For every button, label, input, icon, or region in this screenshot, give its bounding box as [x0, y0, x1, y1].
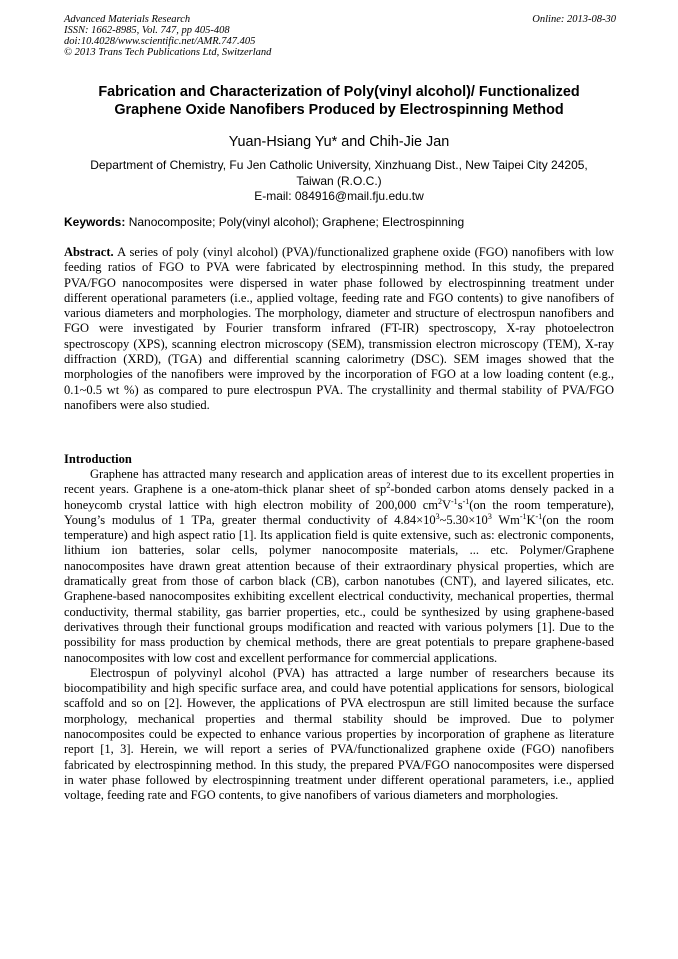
- keywords-label: Keywords:: [64, 215, 126, 229]
- paper-title: [54, 83, 624, 119]
- intro-p1-text-a: Graphene has attracted many research and application areas of interest due to its excellent properties in recent years. Graphene is a one-atom-thick planar sheet of sp: [64, 467, 614, 497]
- superscript: 2: [386, 481, 391, 491]
- intro-p1-text-h: K: [526, 512, 536, 527]
- superscript: -1: [451, 496, 458, 506]
- title-line-1: Fabrication and Characterization of Poly(vinyl alcohol)/ Functionalized: [98, 84, 580, 100]
- superscript: -1: [462, 496, 470, 506]
- intro-paragraph-1: [64, 467, 614, 666]
- journal-name: Advanced Materials Research: [64, 14, 191, 25]
- author-email: E-mail: 084916@mail.fju.edu.tw: [254, 189, 424, 203]
- keywords-text: Nanocomposite; Poly(vinyl alcohol); Graphene; Electrospinning: [128, 215, 465, 229]
- affiliation-line-2: Taiwan (R.O.C.): [296, 173, 382, 188]
- intro-p1-text-c: V: [441, 497, 452, 512]
- superscript: 3: [487, 511, 492, 521]
- affiliation: [70, 158, 608, 205]
- abstract-text: A series of poly (vinyl alcohol) (PVA)/functionalized graphene oxide (FGO) nanofibers with low feeding ratios of FGO to PVA were fabricated by electrospinning method. In this study, the prepared PVA/FGO nanocomposites were dispersed in water phase followed by electrospinning treatment under different operational parameters (i.e., applied voltage, feeding rate and FGO contents) to give nanofibers of various diameters and morphologies. The morphology, diameter and structure of electrospun nanofibers and FGO were investigated by Fourier transform infrared (FT-IR) spectroscopy, X-ray photoelectron spectroscopy (XPS), scanning electron microscopy (SEM), transmission electron microscopy (TEM), X-ray diffraction (XRD), (TGA) and differential scanning calorimetry (DSC). SEM images showed that the morphologies of the nanofibers were improved by the incorporation of FGO at a low loading content (e.g., 0.1~0.5 wt %) as compared to pure electrospun PVA. The crystallinity and thermal stability of PVA/FGO nanofibers were also studied.: [64, 245, 615, 412]
- abstract-label: Abstract.: [64, 245, 114, 259]
- keywords-line: [64, 215, 616, 230]
- affiliation-line-1: Department of Chemistry, Fu Jen Catholic University, Xinzhuang Dist., New Taipei City 24205,: [90, 158, 588, 172]
- intro-p1-text-i: (on the room temperature) and high aspect ratio [1]. Its application field is quite extensive, such as: electronic components, lithium ion batteries, solar cells, polymer nanocomposite materials, ... etc. Polymer/Graphene nanocomposites have drawn great attention because of their extraordinary physical properties, which are dramatically great from those of carbon black (CB), carbon nanotubes (CNT), and layered silicates, etc. Graphene-based nanocomposites exhibiting excellent electrical conductivity, mechanical properties, thermal conductivity, thermal stability, gas barrier properties, etc., could be synthesized by using graphene-based derivatives through their functional groups modification and reacted with various polymers [1]. Due to the possibility for mass production by chemical methods, there are great potentials to prepare graphene-based nanocomposites with low cost and excellent performance for commercial applications.: [64, 512, 614, 665]
- abstract-paragraph: [64, 245, 614, 413]
- intro-paragraph-2: Electrospun of polyvinyl alcohol (PVA) has attracted a large number of researchers because its biocompatibility and high specific surface area, and could have potential applications for sensors, biological scaffold and so on [2]. However, the applications of PVA electrospun are still limited because the surface morphology, mechanical properties and thermal stability should be improved. Due to polymer nanocomposites could be expected to enhance various properties by incorporation of graphene as literature report [1, 3]. Herein, we will report a series of PVA/functionalized graphene oxide (FGO) nanofibers fabricated by electrospinning method. In this study, the prepared PVA/FGO nanocomposites were dispersed in water phase followed by electrospinning treatment under different operational parameters, i.e., applied voltage, feeding rate and FGO contents, to give nanofibers of various diameters and morphologies.: [64, 665, 614, 803]
- superscript: -1: [535, 511, 543, 521]
- superscript: 3: [435, 511, 440, 521]
- section-heading-introduction: Introduction: [64, 452, 132, 466]
- copyright-line: © 2013 Trans Tech Publications Ltd, Switzerland: [64, 47, 272, 58]
- intro-p1-text-b: -bonded carbon atoms densely packed in a honeycomb crystal lattice with high electron mobility of 200,000 cm: [64, 482, 614, 512]
- intro-p1-text-d: s: [457, 497, 463, 512]
- author-list: Yuan-Hsiang Yu* and Chih-Jie Jan: [228, 134, 450, 150]
- journal-header: [64, 14, 616, 58]
- title-line-2: Graphene Oxide Nanofibers Produced by Electrospinning Method: [114, 102, 564, 118]
- intro-p1-text-g: Wm: [491, 512, 520, 527]
- intro-p1-text-e: (on the room temperature), Young’s modulus of 1 TPa, greater thermal conductivity of 4.84×10: [64, 497, 615, 527]
- superscript: -1: [519, 511, 527, 521]
- intro-p1-text-f: ~5.30×10: [439, 512, 488, 527]
- introduction-body: [64, 467, 614, 804]
- superscript: 2: [437, 496, 442, 506]
- issn-line: ISSN: 1662-8985, Vol. 747, pp 405-408: [64, 25, 230, 36]
- doi-line: doi:10.4028/www.scientific.net/AMR.747.405: [64, 36, 256, 47]
- online-date: Online: 2013-08-30: [532, 14, 616, 25]
